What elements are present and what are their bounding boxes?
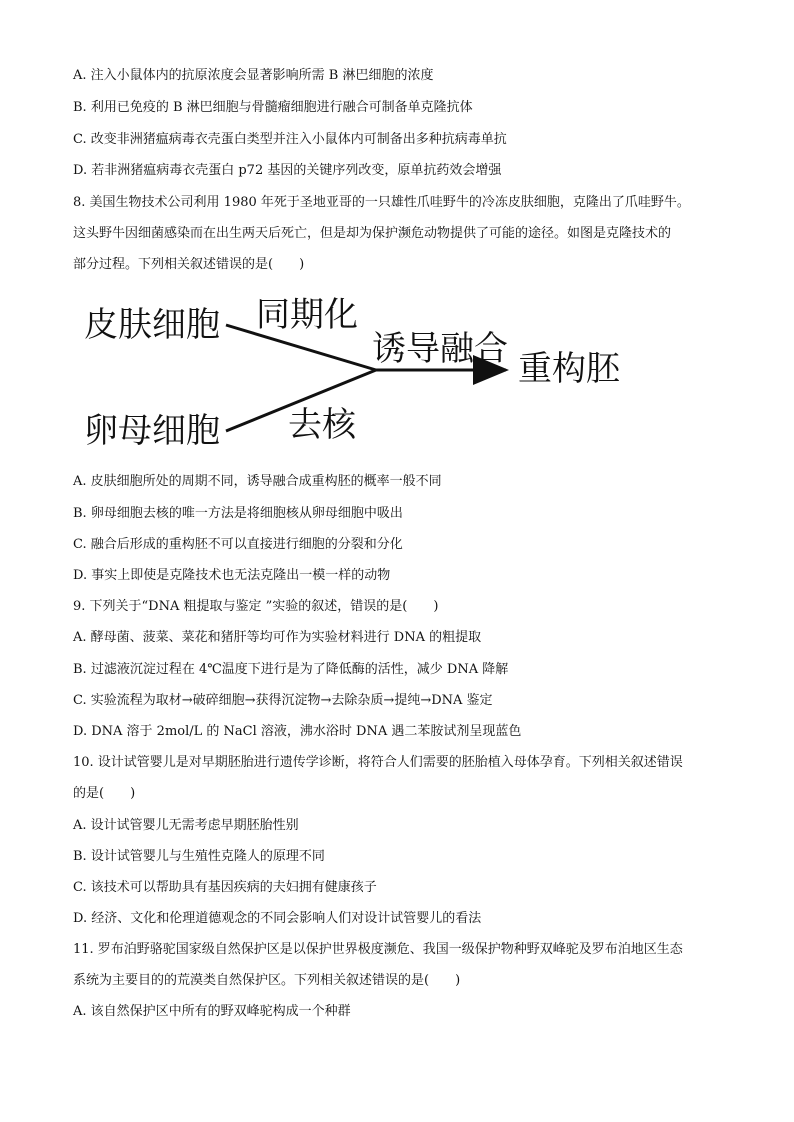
q10-stem-line-1: 10. 设计试管婴儿是对早期胚胎进行遗传学诊断，将符合人们需要的胚胎植入母体孕育。下列相关叙述错误: [73, 755, 683, 770]
q8-option-d: D. 事实上即使是克隆技术也无法克隆出一模一样的动物: [73, 568, 391, 583]
reconstructed-embryo-label: 重构胚: [518, 349, 620, 389]
q7-option-c: C. 改变非洲猪瘟病毒衣壳蛋白类型并注入小鼠体内可制备出多种抗病毒单抗: [73, 132, 507, 147]
synchronize-label: 同期化: [256, 295, 358, 335]
q10-option-c: C. 该技术可以帮助具有基因疾病的夫妇拥有健康孩子: [73, 880, 377, 895]
q8-stem-line-1: 8. 美国生物技术公司利用 1980 年死于圣地亚哥的一只雄性爪哇野牛的冷冻皮肤细胞，克隆出了爪哇野牛。: [73, 195, 690, 210]
q11-stem-line-2: 系统为主要目的的荒漠类自然保护区。下列相关叙述错误的是( ): [73, 973, 461, 988]
enucleate-label: 去核: [288, 405, 356, 445]
q10-option-b: B. 设计试管婴儿与生殖性克隆人的原理不同: [73, 849, 325, 864]
q11-option-a: A. 该自然保护区中所有的野双峰驼构成一个种群: [73, 1004, 351, 1019]
induce-fusion-label: 诱导融合: [372, 329, 508, 369]
q10-stem-line-2: 的是( ): [73, 786, 136, 801]
q7-option-b: B. 利用已免疫的 B 淋巴细胞与骨髓瘤细胞进行融合可制备单克隆抗体: [73, 100, 473, 115]
q9-option-d: D. DNA 溶于 2mol/L 的 NaCl 溶液，沸水浴时 DNA 遇二苯胺试剂呈现蓝色: [73, 724, 522, 739]
cloning-diagram: [70, 288, 630, 458]
q8-option-b: B. 卵母细胞去核的唯一方法是将细胞核从卵母细胞中吸出: [73, 506, 403, 521]
q7-option-d: D. 若非洲猪瘟病毒衣壳蛋白 p72 基因的关键序列改变，原单抗药效会增强: [73, 163, 502, 178]
q8-option-c: C. 融合后形成的重构胚不可以直接进行细胞的分裂和分化: [73, 537, 403, 552]
q7-option-a: A. 注入小鼠体内的抗原浓度会显著影响所需 B 淋巴细胞的浓度: [73, 68, 434, 83]
q8-stem-line-3: 部分过程。下列相关叙述错误的是( ): [73, 257, 305, 272]
q11-stem-line-1: 11. 罗布泊野骆驼国家级自然保护区是以保护世界极度濒危、我国一级保护物种野双峰驼及罗布泊地区生态: [73, 942, 683, 957]
q8-stem-line-2: 这头野牛因细菌感染而在出生两天后死亡，但是却为保护濒危动物提供了可能的途径。如图是克隆技术的: [73, 226, 672, 241]
q9-stem: 9. 下列关于“DNA 粗提取与鉴定 ”实验的叙述，错误的是( ): [73, 599, 439, 614]
oocyte-label: 卵母细胞: [84, 411, 220, 451]
skin-cell-label: 皮肤细胞: [84, 305, 220, 345]
q9-option-a: A. 酵母菌、菠菜、菜花和猪肝等均可作为实验材料进行 DNA 的粗提取: [73, 630, 482, 645]
q9-option-c: C. 实验流程为取材→破碎细胞→获得沉淀物→去除杂质→提纯→DNA 鉴定: [73, 693, 493, 708]
q8-option-a: A. 皮肤细胞所处的周期不同，诱导融合成重构胚的概率一般不同: [73, 474, 442, 489]
q10-option-d: D. 经济、文化和伦理道德观念的不同会影响人们对设计试管婴儿的看法: [73, 911, 482, 926]
q9-option-b: B. 过滤液沉淀过程在 4℃温度下进行是为了降低酶的活性，减少 DNA 降解: [73, 662, 509, 677]
q10-option-a: A. 设计试管婴儿无需考虑早期胚胎性别: [73, 818, 299, 833]
